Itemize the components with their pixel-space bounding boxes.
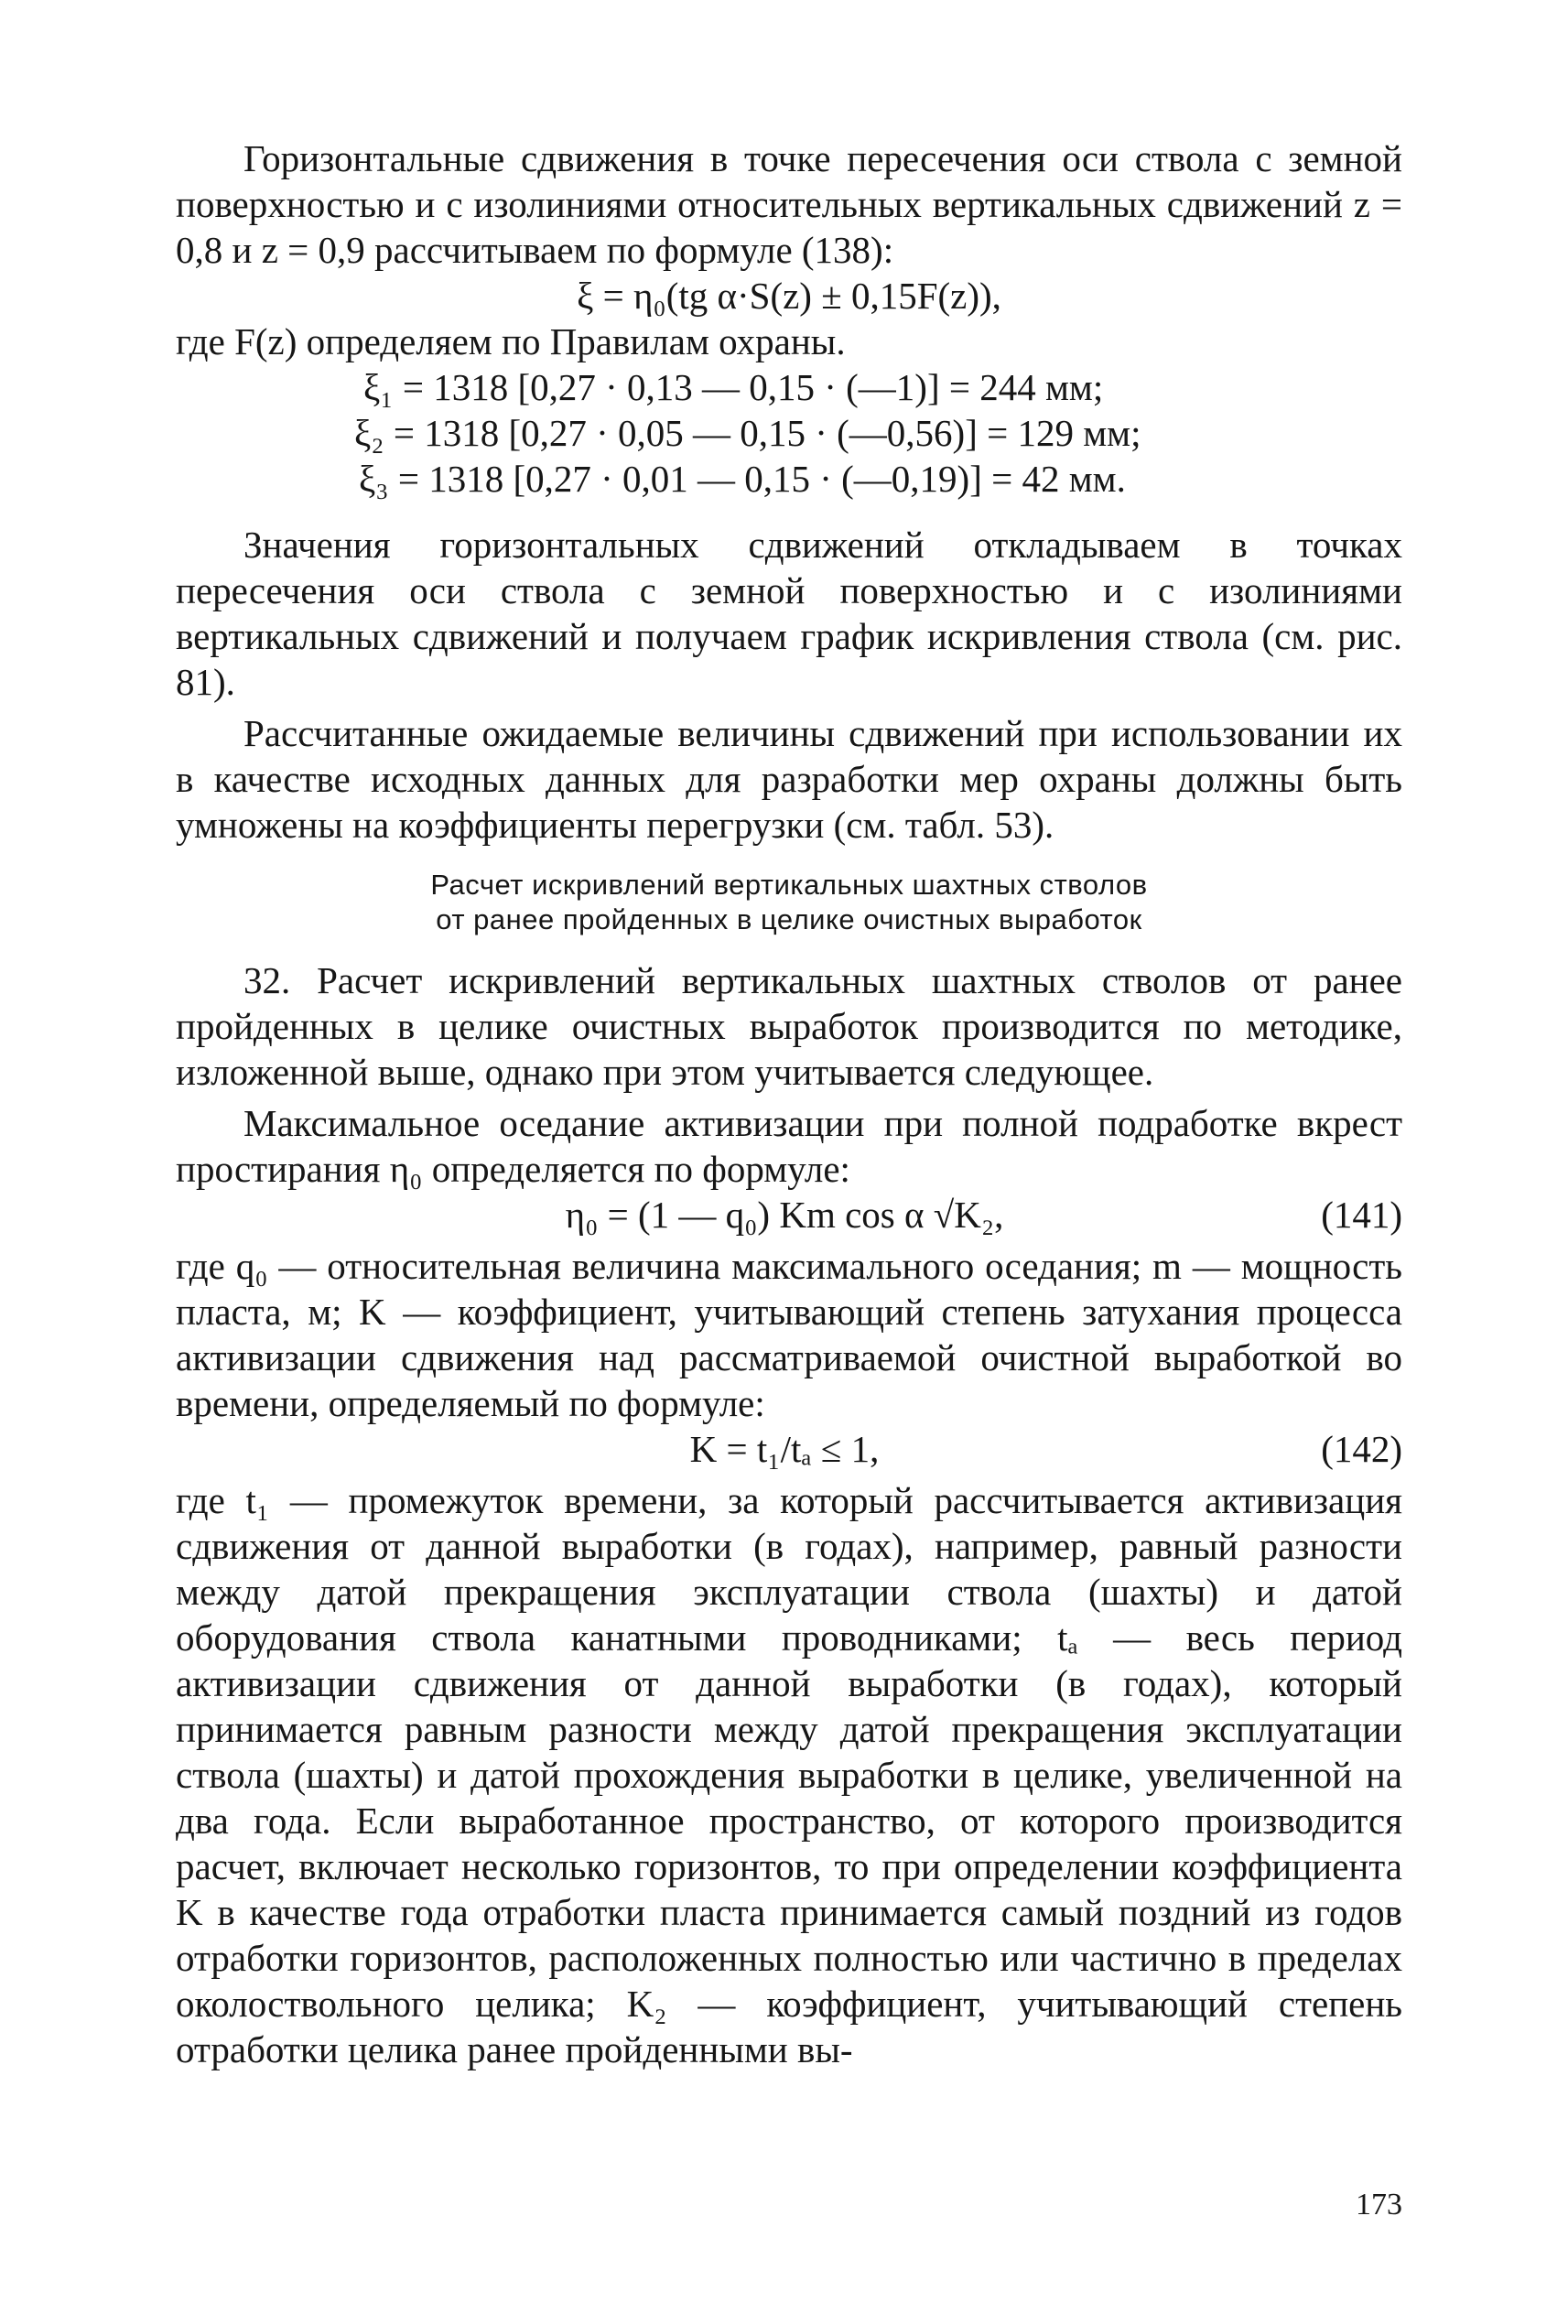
paragraph-q0-definition: где q₀ — относительная величина максимального оседания; m — мощность пласта, м; K — коэффициент, учитывающий степень затухания процесса активизации сдвижения над рассматриваемой очистной выработкой во времени, определяемый по формуле: (176, 1245, 1402, 1424)
paragraph-horizontal-displacements: Горизонтальные сдвижения в точке пересечения оси ствола с земной поверхностью и с изолиниями относительных вертикальных сдвижений z = 0,8 и z = 0,9 рассчитываем по формуле (138): (176, 137, 1402, 271)
paragraph-max-subsidence: Максимальное оседание активизации при полной подработке вкрест простирания η₀ определяется по формуле: (176, 1102, 1402, 1190)
calc-line-xi1: ξ₁ = 1318 [0,27 · 0,13 — 0,15 · (—1)] = 244 мм; (363, 366, 1104, 408)
page-body (176, 135, 1402, 2072)
formula-142-number: (142) (1321, 1428, 1402, 1470)
formula-142-row (176, 1426, 1402, 1472)
formula-141-row (176, 1192, 1402, 1238)
section-heading (176, 868, 1402, 937)
formula-141: η₀ = (1 — q₀) Km cos α √K₂, (565, 1194, 1004, 1236)
calc-line-xi2: ξ₂ = 1318 [0,27 · 0,05 — 0,15 · (—0,56)] = 129 мм; (354, 412, 1141, 454)
section-heading-line-2: от ранее пройденных в целике очистных выработок (436, 903, 1142, 935)
page-number: 173 (1356, 2188, 1402, 2221)
calc-line-xi3: ξ₃ = 1318 [0,27 · 0,01 — 0,15 · (—0,19)] = 42 мм. (359, 458, 1126, 500)
section-heading-line-1: Расчет искривлений вертикальных шахтных стволов (430, 869, 1148, 901)
paragraph-plot-values: Значения горизонтальных сдвижений откладываем в точках пересечения оси ствола с земной поверхностью и с изолиниями вертикальных сдвижений и получаем график искривления ствола (см. рис. 81). (176, 524, 1402, 703)
formula-141-number: (141) (1321, 1194, 1402, 1236)
paragraph-item-32: 32. Расчет искривлений вертикальных шахтных стволов от ранее пройденных в целике очистных выработок производится по методике, изложенной выше, однако при этом учитывается следующее. (176, 959, 1402, 1093)
paragraph-overload-coefficients: Рассчитанные ожидаемые величины сдвижений при использовании их в качестве исходных данных для разработки мер охраны должны быть умножены на коэффициенты перегрузки (см. табл. 53). (176, 712, 1402, 846)
paragraph-t1-definition: где t₁ — промежуток времени, за который рассчитывается активизация сдвижения от данной выработки (в годах), например, равный разности между датой прекращения эксплуатации ствола (шахты) и датой оборудования ствола канатными проводниками; tₐ — весь период активизации сдвижения от данной выработки (в годах), который принимается равным разности между датой прекращения эксплуатации ствола (шахты) и датой прохождения выработки в целике, увеличенной на два года. Если выработанное пространство, от которого производится расчет, включает несколько горизонтов, то при определении коэффициента K в качестве года отработки пласта принимается самый поздний из годов отработки горизонтов, расположенных полностью или частично в пределах околоствольного целика; K₂ — коэффициент, учитывающий степень отработки целика ранее пройденными вы- (176, 1479, 1402, 2070)
paragraph-f-z-definition: где F(z) определяем по Правилам охраны. (176, 320, 846, 362)
calculation-block (176, 364, 1402, 502)
formula-138: ξ = η₀(tg α·S(z) ± 0,15F(z)), (577, 275, 1001, 317)
formula-142: K = t₁/tₐ ≤ 1, (689, 1428, 880, 1470)
